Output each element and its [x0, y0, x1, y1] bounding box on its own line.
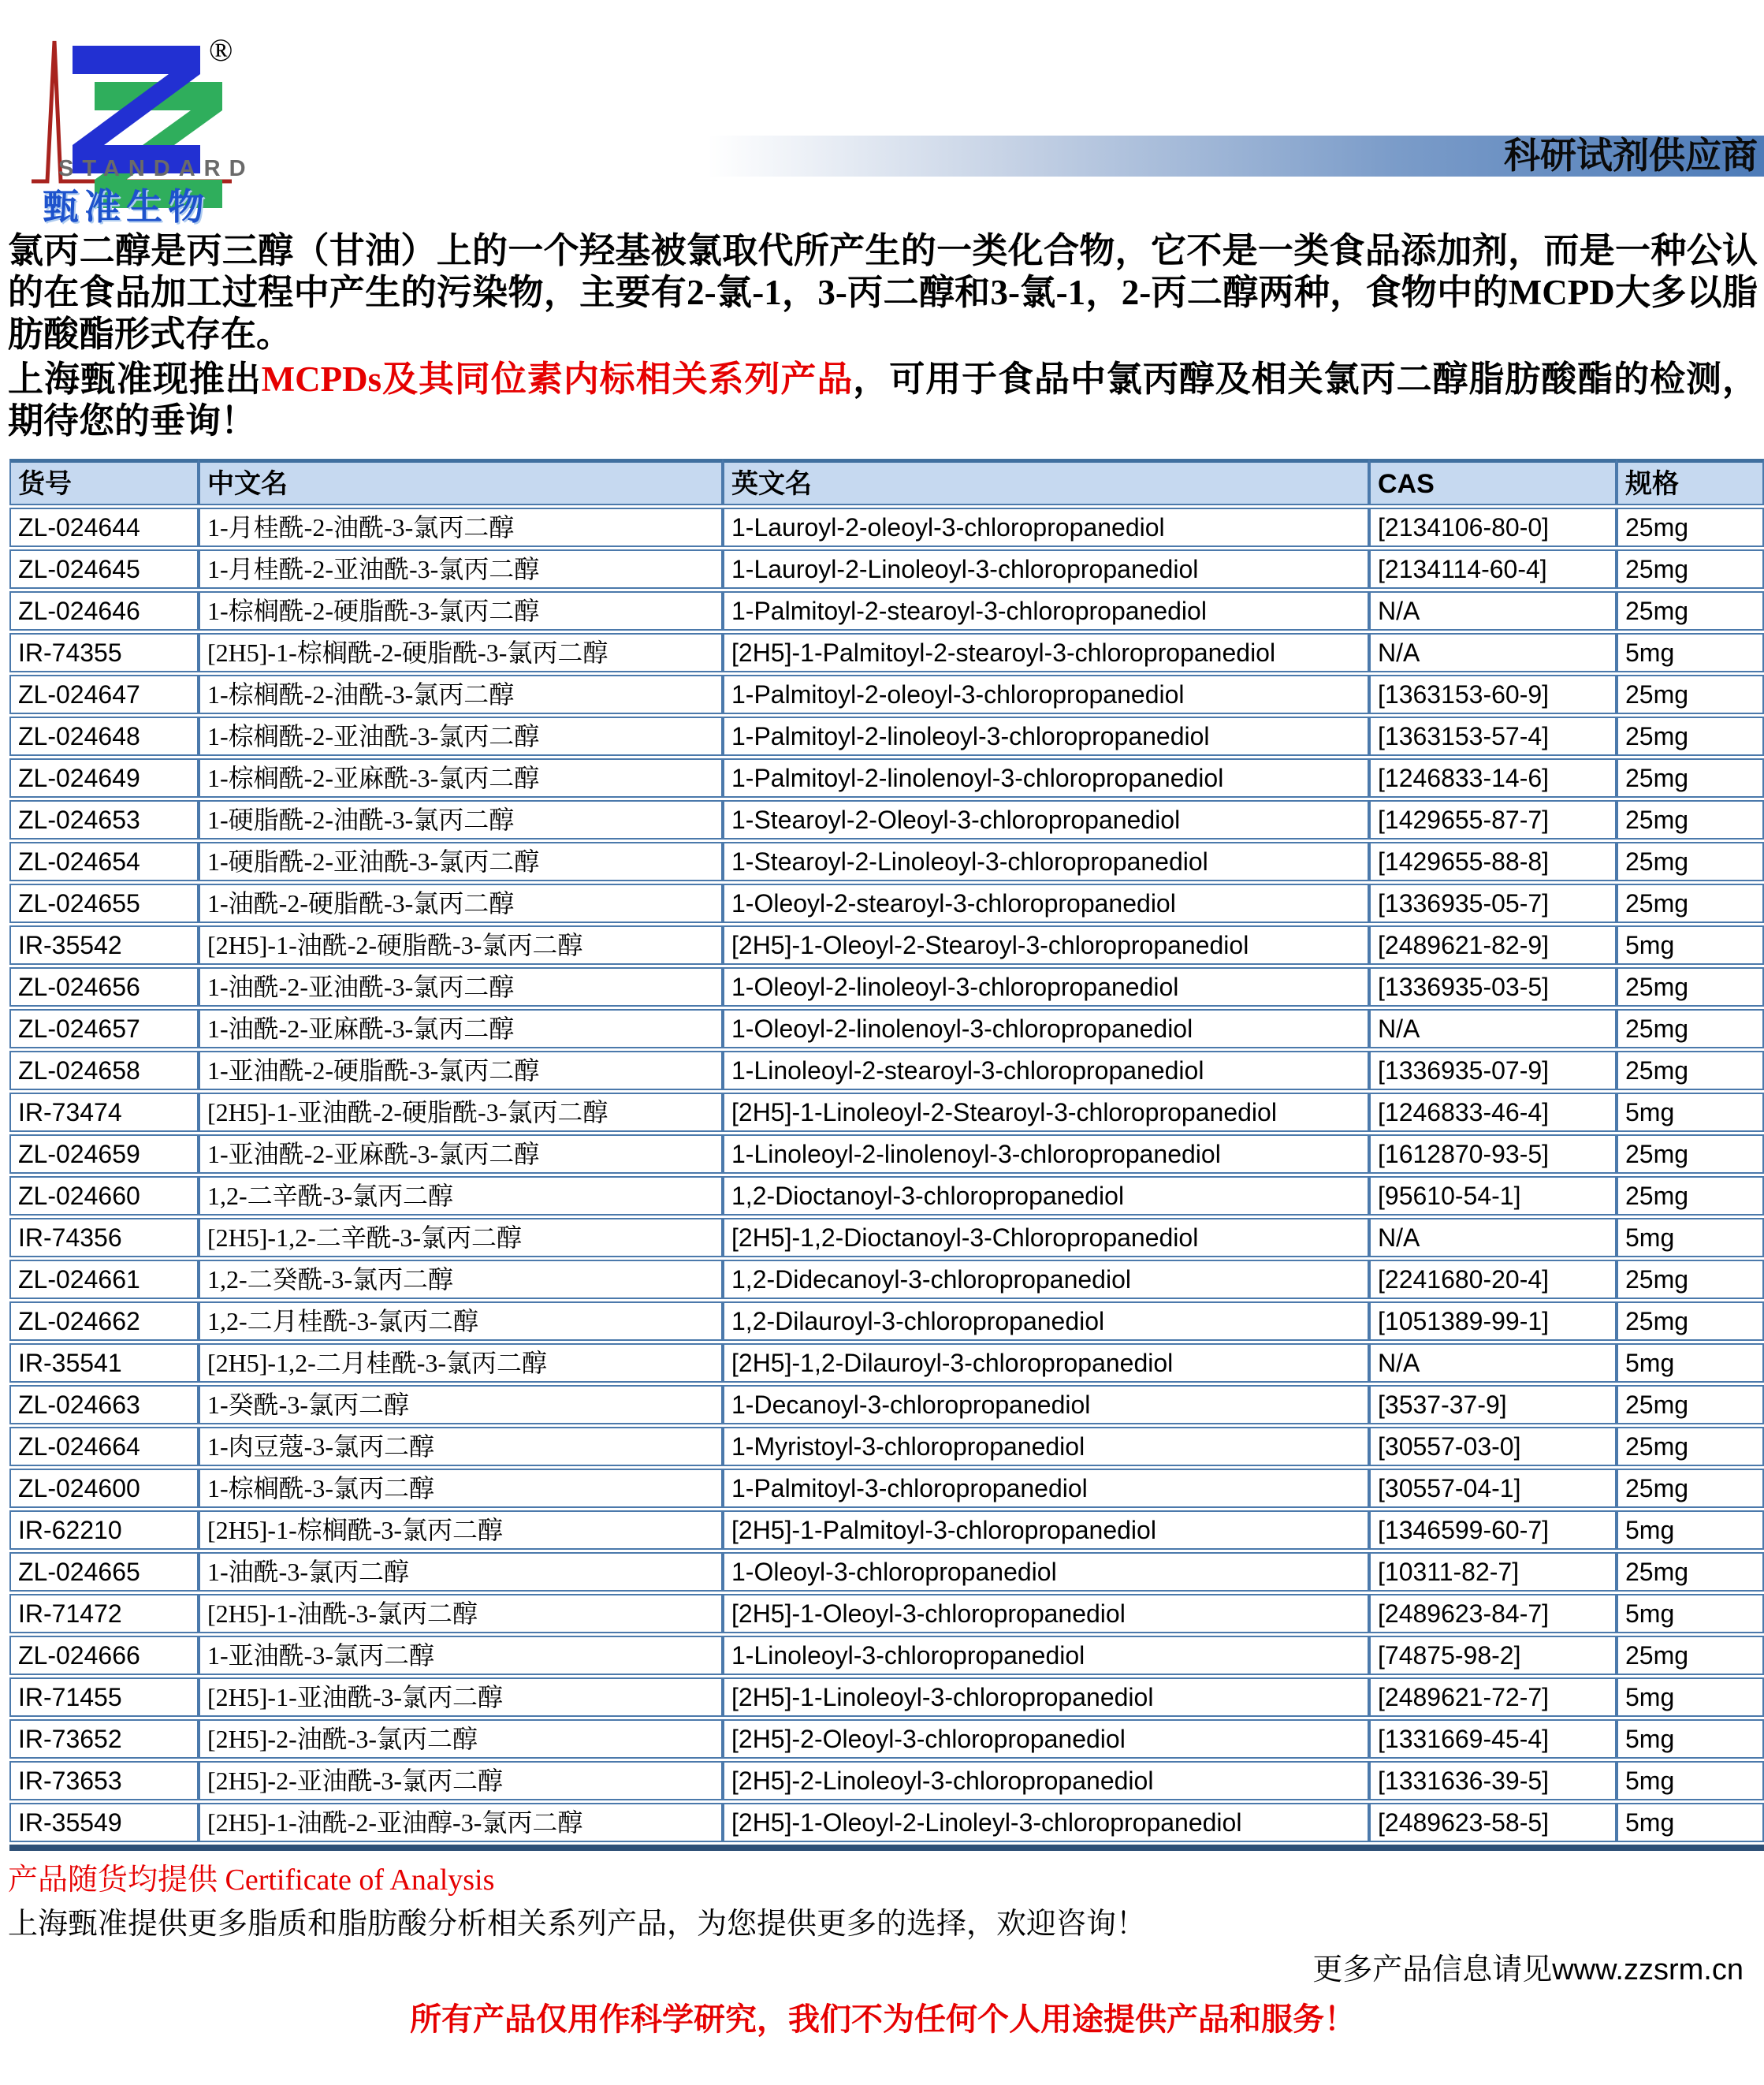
cell-item-no: ZL-024662: [9, 1301, 199, 1341]
cell-item-no: ZL-024661: [9, 1260, 199, 1299]
header-banner: [708, 136, 1764, 177]
cell-spec: 25mg: [1617, 800, 1764, 840]
table-header-row: [9, 459, 1764, 505]
cell-item-no: ZL-024648: [9, 717, 199, 756]
cell-item-no: ZL-024666: [9, 1636, 199, 1675]
cell-cas: [1363153-57-4]: [1369, 717, 1617, 756]
table-row: [9, 925, 1764, 965]
cell-spec: 25mg: [1617, 1301, 1764, 1341]
cell-item-no: IR-74356: [9, 1218, 199, 1257]
table-row: [9, 1761, 1764, 1800]
cell-en-name: 1-Myristoyl-3-chloropropanediol: [723, 1427, 1369, 1466]
cell-en-name: 1-Oleoyl-3-chloropropanediol: [723, 1552, 1369, 1592]
cell-spec: 25mg: [1617, 549, 1764, 589]
table-row: [9, 675, 1764, 714]
table-row: [9, 1093, 1764, 1132]
cell-cn-name: 1-棕榈酰-2-亚麻酰-3-氯丙二醇: [199, 758, 723, 798]
cell-spec: 25mg: [1617, 508, 1764, 547]
cell-item-no: ZL-024657: [9, 1009, 199, 1048]
registered-trademark-icon: ®: [209, 32, 233, 68]
cell-cas: [1331636-39-5]: [1369, 1761, 1617, 1800]
cell-en-name: [2H5]-1-Palmitoyl-2-stearoyl-3-chloropropanediol: [723, 633, 1369, 672]
cell-en-name: 1-Palmitoyl-2-oleoyl-3-chloropropanediol: [723, 675, 1369, 714]
promo-prefix: 上海甄准现推出: [8, 359, 262, 399]
research-use-disclaimer: 所有产品仅用作科学研究，我们不为任何个人用途提供产品和服务！: [410, 2001, 1356, 2037]
cell-item-no: ZL-024664: [9, 1427, 199, 1466]
cell-en-name: 1-Oleoyl-2-linolenoyl-3-chloropropanediol: [723, 1009, 1369, 1048]
cell-item-no: ZL-024646: [9, 591, 199, 631]
cell-cn-name: 1-油酰-2-硬脂酰-3-氯丙二醇: [199, 884, 723, 923]
cell-cas: [1336935-07-9]: [1369, 1051, 1617, 1090]
table-row: [9, 508, 1764, 547]
cell-spec: 5mg: [1617, 925, 1764, 965]
cell-en-name: [2H5]-1-Palmitoyl-3-chloropropanediol: [723, 1510, 1369, 1550]
intro-section: [8, 230, 1758, 442]
cell-spec: 5mg: [1617, 1761, 1764, 1800]
cell-spec: 5mg: [1617, 1510, 1764, 1550]
cell-spec: 25mg: [1617, 967, 1764, 1007]
cell-en-name: 1-Palmitoyl-2-linolenoyl-3-chloropropanediol: [723, 758, 1369, 798]
cell-cas: [1429655-87-7]: [1369, 800, 1617, 840]
cell-cas: [30557-04-1]: [1369, 1469, 1617, 1508]
cell-item-no: ZL-024644: [9, 508, 199, 547]
cell-en-name: [2H5]-1,2-Dilauroyl-3-chloropropanediol: [723, 1343, 1369, 1383]
cell-item-no: IR-71472: [9, 1594, 199, 1633]
table-row: [9, 1343, 1764, 1383]
cell-cn-name: [2H5]-1-油酰-3-氯丙二醇: [199, 1594, 723, 1633]
cell-cas: N/A: [1369, 1343, 1617, 1383]
table-row: [9, 1469, 1764, 1508]
cell-cas: [95610-54-1]: [1369, 1176, 1617, 1216]
brand-name-en: STANDARD: [58, 156, 255, 181]
promo-paragraph: [8, 359, 1758, 442]
cell-en-name: 1,2-Dilauroyl-3-chloropropanediol: [723, 1301, 1369, 1341]
more-products-note: 上海甄准提供更多脂质和脂肪酸分析相关系列产品，为您提供更多的选择，欢迎咨询！: [8, 1908, 1147, 1941]
cell-spec: 25mg: [1617, 1427, 1764, 1466]
cell-spec: 5mg: [1617, 1719, 1764, 1759]
col-header-spec: 规格: [1617, 459, 1764, 505]
cell-cn-name: 1,2-二月桂酰-3-氯丙二醇: [199, 1301, 723, 1341]
cell-item-no: IR-73474: [9, 1093, 199, 1132]
cell-item-no: ZL-024660: [9, 1176, 199, 1216]
cell-cas: [1246833-14-6]: [1369, 758, 1617, 798]
cell-spec: 25mg: [1617, 842, 1764, 881]
cell-spec: 25mg: [1617, 1260, 1764, 1299]
col-header-en-name: 英文名: [723, 459, 1369, 505]
cell-en-name: 1-Linoleoyl-2-linolenoyl-3-chloropropanediol: [723, 1134, 1369, 1174]
cell-cn-name: [2H5]-1,2-二月桂酰-3-氯丙二醇: [199, 1343, 723, 1383]
table-row: [9, 717, 1764, 756]
table-row: [9, 758, 1764, 798]
footer-section: [8, 1860, 1758, 2040]
cell-item-no: ZL-024658: [9, 1051, 199, 1090]
cell-cn-name: [2H5]-1,2-二辛酰-3-氯丙二醇: [199, 1218, 723, 1257]
cell-cas: [1051389-99-1]: [1369, 1301, 1617, 1341]
cell-item-no: ZL-024647: [9, 675, 199, 714]
cell-cn-name: 1-油酰-2-亚麻酰-3-氯丙二醇: [199, 1009, 723, 1048]
banner-slogan: 科研试剂供应商: [1504, 136, 1758, 176]
cell-cn-name: [2H5]-1-棕榈酰-3-氯丙二醇: [199, 1510, 723, 1550]
cell-cn-name: 1-油酰-3-氯丙二醇: [199, 1552, 723, 1592]
cell-spec: 25mg: [1617, 1385, 1764, 1424]
cell-cas: [74875-98-2]: [1369, 1636, 1617, 1675]
table-row: [9, 549, 1764, 589]
cell-cn-name: 1-月桂酰-2-亚油酰-3-氯丙二醇: [199, 549, 723, 589]
table-row: [9, 842, 1764, 881]
cell-cas: [2489623-58-5]: [1369, 1803, 1617, 1842]
cell-cn-name: [2H5]-2-油酰-3-氯丙二醇: [199, 1719, 723, 1759]
cell-spec: 25mg: [1617, 1134, 1764, 1174]
cell-en-name: [2H5]-1-Oleoyl-2-Linoleyl-3-chloropropanediol: [723, 1803, 1369, 1842]
table-row: [9, 1594, 1764, 1633]
cell-item-no: ZL-024656: [9, 967, 199, 1007]
cell-en-name: [2H5]-2-Oleoyl-3-chloropropanediol: [723, 1719, 1369, 1759]
cell-cn-name: 1-肉豆蔻-3-氯丙二醇: [199, 1427, 723, 1466]
cell-en-name: 1-Lauroyl-2-oleoyl-3-chloropropanediol: [723, 508, 1369, 547]
cell-spec: 25mg: [1617, 1009, 1764, 1048]
table-row: [9, 800, 1764, 840]
cell-cas: N/A: [1369, 1218, 1617, 1257]
cell-item-no: IR-35542: [9, 925, 199, 965]
cell-cn-name: 1,2-二辛酰-3-氯丙二醇: [199, 1176, 723, 1216]
cell-cn-name: 1-亚油酰-3-氯丙二醇: [199, 1636, 723, 1675]
cell-cas: [1336935-05-7]: [1369, 884, 1617, 923]
cell-cas: [2489621-72-7]: [1369, 1677, 1617, 1717]
cell-en-name: [2H5]-1-Oleoyl-2-Stearoyl-3-chloropropanediol: [723, 925, 1369, 965]
cell-cas: [2489621-82-9]: [1369, 925, 1617, 965]
cell-cn-name: [2H5]-1-油酰-2-亚油醇-3-氯丙二醇: [199, 1803, 723, 1842]
cell-cn-name: 1-硬脂酰-2-油酰-3-氯丙二醇: [199, 800, 723, 840]
cell-spec: 5mg: [1617, 1218, 1764, 1257]
cell-cn-name: 1-癸酰-3-氯丙二醇: [199, 1385, 723, 1424]
cell-cas: [2134106-80-0]: [1369, 508, 1617, 547]
table-body: [9, 508, 1764, 1842]
cell-cas: [10311-82-7]: [1369, 1552, 1617, 1592]
cell-item-no: IR-35541: [9, 1343, 199, 1383]
cell-cas: [1612870-93-5]: [1369, 1134, 1617, 1174]
cell-cas: [3537-37-9]: [1369, 1385, 1617, 1424]
cell-item-no: IR-62210: [9, 1510, 199, 1550]
cell-spec: 5mg: [1617, 1594, 1764, 1633]
table-row: [9, 1803, 1764, 1842]
table-row: [9, 1552, 1764, 1592]
table-row: [9, 1218, 1764, 1257]
cell-item-no: ZL-024655: [9, 884, 199, 923]
cell-cn-name: 1-棕榈酰-3-氯丙二醇: [199, 1469, 723, 1508]
brand-name-cn: 甄准生物: [43, 187, 210, 227]
table-row: [9, 1719, 1764, 1759]
cell-cas: [1246833-46-4]: [1369, 1093, 1617, 1132]
cell-cas: N/A: [1369, 633, 1617, 672]
cell-cas: [1336935-03-5]: [1369, 967, 1617, 1007]
website-line: [8, 1950, 1744, 1990]
cell-en-name: 1-Stearoyl-2-Linoleoyl-3-chloropropanediol: [723, 842, 1369, 881]
cell-cas: [1331669-45-4]: [1369, 1719, 1617, 1759]
table-row: [9, 591, 1764, 631]
product-table-wrapper: [9, 456, 1764, 1851]
col-header-cn-name: 中文名: [199, 459, 723, 505]
cell-cas: N/A: [1369, 591, 1617, 631]
table-row: [9, 1677, 1764, 1717]
cell-spec: 25mg: [1617, 717, 1764, 756]
cell-item-no: IR-73653: [9, 1761, 199, 1800]
cell-spec: 25mg: [1617, 1051, 1764, 1090]
cell-cn-name: [2H5]-1-棕榈酰-2-硬脂酰-3-氯丙二醇: [199, 633, 723, 672]
table-row: [9, 1051, 1764, 1090]
cell-cn-name: 1-亚油酰-2-亚麻酰-3-氯丙二醇: [199, 1134, 723, 1174]
cell-spec: 25mg: [1617, 1176, 1764, 1216]
cell-item-no: IR-35549: [9, 1803, 199, 1842]
cell-en-name: [2H5]-1-Linoleoyl-2-Stearoyl-3-chloropropanediol: [723, 1093, 1369, 1132]
table-row: [9, 1427, 1764, 1466]
cell-item-no: ZL-024653: [9, 800, 199, 840]
cell-cn-name: 1-亚油酰-2-硬脂酰-3-氯丙二醇: [199, 1051, 723, 1090]
cell-cn-name: [2H5]-1-亚油酰-3-氯丙二醇: [199, 1677, 723, 1717]
cell-spec: 25mg: [1617, 758, 1764, 798]
website-link[interactable]: www.zzsrm.cn: [1552, 1953, 1744, 1986]
cell-en-name: 1-Oleoyl-2-stearoyl-3-chloropropanediol: [723, 884, 1369, 923]
table-row: [9, 1510, 1764, 1550]
cell-cas: [1363153-60-9]: [1369, 675, 1617, 714]
table-row: [9, 967, 1764, 1007]
page-content: [8, 230, 1758, 2040]
cell-cas: [2134114-60-4]: [1369, 549, 1617, 589]
cell-en-name: [2H5]-1,2-Dioctanoyl-3-Chloropropanediol: [723, 1218, 1369, 1257]
cell-cn-name: 1-油酰-2-亚油酰-3-氯丙二醇: [199, 967, 723, 1007]
website-prefix: 更多产品信息请见: [1312, 1953, 1553, 1986]
table-row: [9, 1636, 1764, 1675]
promo-suffix: ，可用于食品中氯丙醇及相关氯丙二醇脂肪酸酯的检测，期待您的垂询！: [8, 359, 1758, 441]
cell-item-no: ZL-024654: [9, 842, 199, 881]
cell-en-name: 1-Decanoyl-3-chloropropanediol: [723, 1385, 1369, 1424]
cell-en-name: 1-Linoleoyl-2-stearoyl-3-chloropropanediol: [723, 1051, 1369, 1090]
cell-cn-name: 1-棕榈酰-2-亚油酰-3-氯丙二醇: [199, 717, 723, 756]
cell-spec: 25mg: [1617, 675, 1764, 714]
cell-en-name: 1-Palmitoyl-2-stearoyl-3-chloropropanediol: [723, 591, 1369, 631]
cell-en-name: 1-Palmitoyl-3-chloropropanediol: [723, 1469, 1369, 1508]
cell-item-no: ZL-024645: [9, 549, 199, 589]
cell-item-no: IR-71455: [9, 1677, 199, 1717]
cell-item-no: ZL-024600: [9, 1469, 199, 1508]
cell-spec: 5mg: [1617, 1677, 1764, 1717]
cell-item-no: ZL-024649: [9, 758, 199, 798]
cell-spec: 25mg: [1617, 1636, 1764, 1675]
table-row: [9, 1260, 1764, 1299]
table-row: [9, 1385, 1764, 1424]
cell-cn-name: [2H5]-2-亚油酰-3-氯丙二醇: [199, 1761, 723, 1800]
company-logo: [22, 5, 259, 225]
table-row: [9, 1009, 1764, 1048]
cell-en-name: 1-Palmitoyl-2-linoleoyl-3-chloropropanediol: [723, 717, 1369, 756]
col-header-item-no: 货号: [9, 459, 199, 505]
cell-en-name: 1,2-Dioctanoyl-3-chloropropanediol: [723, 1176, 1369, 1216]
table-row: [9, 884, 1764, 923]
product-table: [9, 456, 1764, 1845]
cell-cn-name: 1-棕榈酰-2-油酰-3-氯丙二醇: [199, 675, 723, 714]
cell-en-name: 1-Linoleoyl-3-chloropropanediol: [723, 1636, 1369, 1675]
cell-cn-name: 1-月桂酰-2-油酰-3-氯丙二醇: [199, 508, 723, 547]
cell-item-no: ZL-024659: [9, 1134, 199, 1174]
table-row: [9, 1176, 1764, 1216]
cell-spec: 25mg: [1617, 591, 1764, 631]
cell-en-name: [2H5]-2-Linoleoyl-3-chloropropanediol: [723, 1761, 1369, 1800]
cell-en-name: 1-Oleoyl-2-linoleoyl-3-chloropropanediol: [723, 967, 1369, 1007]
table-row: [9, 1301, 1764, 1341]
cell-en-name: 1-Lauroyl-2-Linoleoyl-3-chloropropanediol: [723, 549, 1369, 589]
cell-cn-name: 1,2-二癸酰-3-氯丙二醇: [199, 1260, 723, 1299]
cell-item-no: ZL-024665: [9, 1552, 199, 1592]
cell-spec: 5mg: [1617, 1803, 1764, 1842]
cell-spec: 5mg: [1617, 1343, 1764, 1383]
col-header-cas: CAS: [1369, 459, 1617, 505]
cell-cn-name: 1-硬脂酰-2-亚油酰-3-氯丙二醇: [199, 842, 723, 881]
table-row: [9, 633, 1764, 672]
cell-cas: [2489623-84-7]: [1369, 1594, 1617, 1633]
cell-spec: 25mg: [1617, 1552, 1764, 1592]
cell-spec: 5mg: [1617, 1093, 1764, 1132]
table-row: [9, 1134, 1764, 1174]
cell-cas: [2241680-20-4]: [1369, 1260, 1617, 1299]
cell-item-no: IR-74355: [9, 633, 199, 672]
cell-en-name: 1,2-Didecanoyl-3-chloropropanediol: [723, 1260, 1369, 1299]
cell-en-name: 1-Stearoyl-2-Oleoyl-3-chloropropanediol: [723, 800, 1369, 840]
cell-spec: 5mg: [1617, 633, 1764, 672]
cell-cn-name: [2H5]-1-亚油酰-2-硬脂酰-3-氯丙二醇: [199, 1093, 723, 1132]
cell-spec: 25mg: [1617, 884, 1764, 923]
cell-cn-name: [2H5]-1-油酰-2-硬脂酰-3-氯丙二醇: [199, 925, 723, 965]
cell-en-name: [2H5]-1-Linoleoyl-3-chloropropanediol: [723, 1677, 1369, 1717]
cell-cas: [1346599-60-7]: [1369, 1510, 1617, 1550]
cell-spec: 25mg: [1617, 1469, 1764, 1508]
promo-highlight: MCPDs及其同位素内标相关系列产品: [261, 359, 854, 399]
cell-cas: [1429655-88-8]: [1369, 842, 1617, 881]
cell-item-no: IR-73652: [9, 1719, 199, 1759]
cell-en-name: [2H5]-1-Oleoyl-3-chloropropanediol: [723, 1594, 1369, 1633]
cell-cas: [30557-03-0]: [1369, 1427, 1617, 1466]
cell-cn-name: 1-棕榈酰-2-硬脂酰-3-氯丙二醇: [199, 591, 723, 631]
cell-cas: N/A: [1369, 1009, 1617, 1048]
coa-note: 产品随货均提供 Certificate of Analysis: [8, 1863, 495, 1897]
cell-item-no: ZL-024663: [9, 1385, 199, 1424]
intro-paragraph: 氯丙二醇是丙三醇（甘油）上的一个羟基被氯取代所产生的一类化合物，它不是一类食品添加剂，而是一种公认的在食品加工过程中产生的污染物，主要有2-氯-1，3-丙二醇和3-氯-1，2-丙二醇两种，食物中的MCPD大多以脂肪酸酯形式存在。: [8, 231, 1758, 354]
